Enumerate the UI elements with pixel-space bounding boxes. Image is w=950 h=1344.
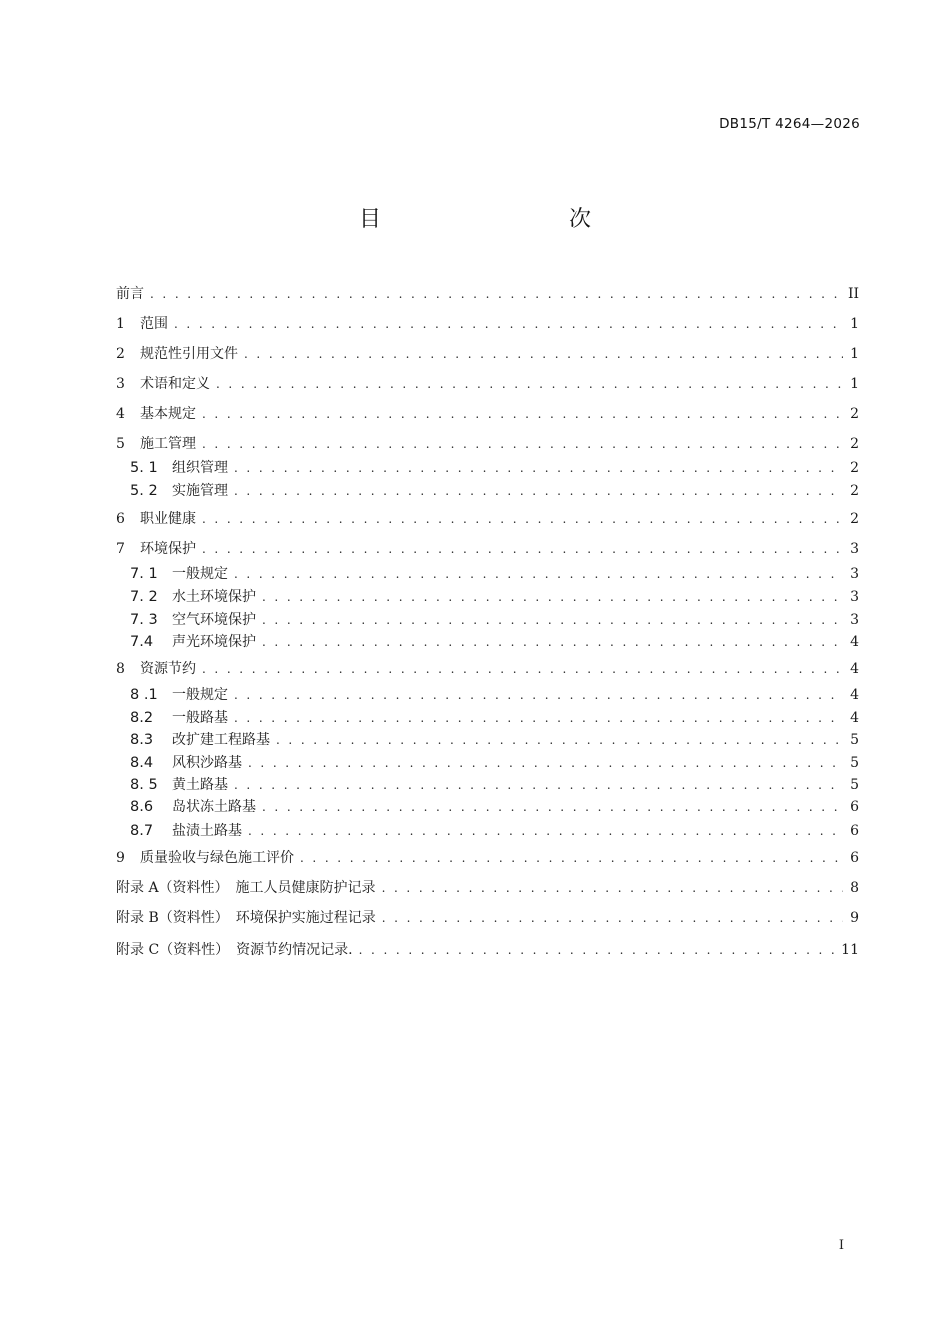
toc-number: 8.2 — [130, 710, 154, 726]
toc-number: 5. 2 — [130, 483, 158, 499]
toc-entry-appendix-c[interactable] — [116, 940, 859, 960]
toc-page: 3 — [850, 566, 859, 582]
toc-number: 3 — [116, 376, 125, 392]
toc-entry-4[interactable] — [116, 404, 859, 424]
toc-number: 8.6 — [130, 799, 154, 815]
toc-label: 实施管理 — [172, 483, 228, 499]
toc-leader-dots — [202, 404, 843, 424]
toc-leader-dots — [382, 878, 843, 898]
toc-page: II — [847, 286, 859, 302]
toc-page: 1 — [850, 346, 859, 362]
toc-number: 7. 3 — [130, 612, 158, 628]
toc-label: 附录 A（资料性） 施工人员健康防护记录 — [116, 880, 376, 896]
toc-page: 3 — [850, 612, 859, 628]
toc-number: 8.7 — [130, 823, 154, 839]
page-title: 目 次 — [358, 207, 639, 232]
toc-number: 7. 2 — [130, 589, 158, 605]
toc-label: 组织管理 — [172, 460, 228, 476]
toc-label: 前言 — [116, 286, 144, 302]
toc-page: 4 — [850, 687, 859, 703]
toc-number: 7 — [116, 541, 125, 557]
toc-leader-dots — [202, 539, 843, 559]
document-code: DB15/T 4264—2026 — [719, 116, 860, 132]
toc-entry-8-5[interactable] — [130, 775, 859, 795]
toc-leader-dots — [244, 344, 843, 364]
toc-leader-dots — [359, 940, 836, 960]
toc-page: 3 — [850, 541, 859, 557]
toc-label: 质量验收与绿色施工评价 — [140, 850, 294, 866]
toc-label: 水土环境保护 — [172, 589, 256, 605]
toc-leader-dots — [202, 659, 843, 679]
toc-leader-dots — [234, 685, 843, 705]
toc-entry-8-2[interactable] — [130, 708, 859, 728]
toc-label: 附录 C（资料性） 资源节约情况记录. — [116, 942, 353, 958]
toc-page: 9 — [850, 910, 859, 926]
toc-page: 1 — [850, 376, 859, 392]
toc-label: 环境保护 — [140, 541, 196, 557]
toc-leader-dots — [234, 708, 843, 728]
toc-label: 改扩建工程路基 — [172, 732, 270, 748]
toc-leader-dots — [248, 753, 843, 773]
toc-entry-8-7[interactable] — [130, 821, 859, 841]
toc-leader-dots — [262, 632, 843, 652]
toc-entry-appendix-a[interactable] — [116, 878, 859, 898]
toc-number: 1 — [116, 316, 125, 332]
toc-page: 5 — [850, 777, 859, 793]
toc-leader-dots — [234, 458, 843, 478]
toc-page: 6 — [850, 850, 859, 866]
toc-entry-8-3[interactable] — [130, 730, 859, 750]
toc-entry-5-1[interactable] — [130, 458, 859, 478]
toc-page: 5 — [850, 732, 859, 748]
toc-entry-8-1[interactable] — [130, 685, 859, 705]
toc-number: 5 — [116, 436, 125, 452]
toc-entry-7-2[interactable] — [130, 587, 859, 607]
toc-entry-5-2[interactable] — [130, 481, 859, 501]
toc-number: 5. 1 — [130, 460, 158, 476]
toc-page: 11 — [841, 942, 859, 958]
toc-leader-dots — [202, 509, 843, 529]
toc-number: 8.4 — [130, 755, 154, 771]
toc-entry-7-1[interactable] — [130, 564, 859, 584]
toc-number: 2 — [116, 346, 125, 362]
toc-label: 一般规定 — [172, 566, 228, 582]
toc-leader-dots — [248, 821, 843, 841]
toc-leader-dots — [234, 564, 843, 584]
toc-number: 8. 5 — [130, 777, 158, 793]
toc-number: 7. 1 — [130, 566, 158, 582]
toc-page: 6 — [850, 823, 859, 839]
toc-label: 资源节约 — [140, 661, 196, 677]
toc-leader-dots — [216, 374, 843, 394]
toc-entry-9[interactable] — [116, 848, 859, 868]
toc-entry-7-4[interactable] — [130, 632, 859, 652]
toc-leader-dots — [262, 587, 843, 607]
toc-page: 5 — [850, 755, 859, 771]
toc-label: 范围 — [140, 316, 168, 332]
toc-entry-5[interactable] — [116, 434, 859, 454]
toc-label: 一般规定 — [172, 687, 228, 703]
toc-leader-dots — [202, 434, 843, 454]
toc-page: 2 — [850, 511, 859, 527]
toc-page: 4 — [850, 710, 859, 726]
toc-page: 4 — [850, 661, 859, 677]
toc-label: 黄土路基 — [172, 777, 228, 793]
toc-page: 8 — [850, 880, 859, 896]
toc-page: 2 — [850, 436, 859, 452]
toc-entry-8-6[interactable] — [130, 797, 859, 817]
toc-label: 盐渍土路基 — [172, 823, 242, 839]
toc-leader-dots — [150, 284, 842, 304]
toc-entry-foreword[interactable] — [116, 284, 859, 304]
toc-page: 2 — [850, 460, 859, 476]
toc-label: 术语和定义 — [140, 376, 210, 392]
toc-number: 6 — [116, 511, 125, 527]
toc-leader-dots — [262, 797, 843, 817]
toc-label: 职业健康 — [140, 511, 196, 527]
toc-leader-dots — [382, 908, 843, 928]
toc-page: 4 — [850, 634, 859, 650]
toc-entry-3[interactable] — [116, 374, 859, 394]
toc-number: 7.4 — [130, 634, 154, 650]
toc-page: 2 — [850, 406, 859, 422]
toc-entry-8[interactable] — [116, 659, 859, 679]
toc-leader-dots — [262, 610, 843, 630]
toc-entry-7-3[interactable] — [130, 610, 859, 630]
toc-entry-2[interactable] — [116, 344, 859, 364]
toc-entry-appendix-b[interactable] — [116, 908, 859, 928]
toc-leader-dots — [276, 730, 843, 750]
toc-leader-dots — [234, 775, 843, 795]
toc-label: 风积沙路基 — [172, 755, 242, 771]
toc-page: 3 — [850, 589, 859, 605]
toc-entry-8-4[interactable] — [130, 753, 859, 773]
toc-entry-1[interactable] — [116, 314, 859, 334]
toc-page: 1 — [850, 316, 859, 332]
toc-label: 基本规定 — [140, 406, 196, 422]
toc-number: 8 — [116, 661, 125, 677]
toc-entry-6[interactable] — [116, 509, 859, 529]
toc-page: 2 — [850, 483, 859, 499]
toc-label: 规范性引用文件 — [140, 346, 238, 362]
toc-number: 9 — [116, 850, 125, 866]
toc-page: 6 — [850, 799, 859, 815]
toc-entry-7[interactable] — [116, 539, 859, 559]
toc-label: 施工管理 — [140, 436, 196, 452]
toc-number: 8.3 — [130, 732, 154, 748]
toc-label: 附录 B（资料性） 环境保护实施过程记录 — [116, 910, 376, 926]
toc-number: 8 .1 — [130, 687, 158, 703]
toc-label: 声光环境保护 — [172, 634, 256, 650]
toc-leader-dots — [234, 481, 843, 501]
toc-leader-dots — [300, 848, 843, 868]
toc-label: 一般路基 — [172, 710, 228, 726]
toc-label: 岛状冻土路基 — [172, 799, 256, 815]
toc-number: 4 — [116, 406, 125, 422]
toc-leader-dots — [174, 314, 843, 334]
page-number: I — [838, 1238, 844, 1253]
toc-label: 空气环境保护 — [172, 612, 256, 628]
